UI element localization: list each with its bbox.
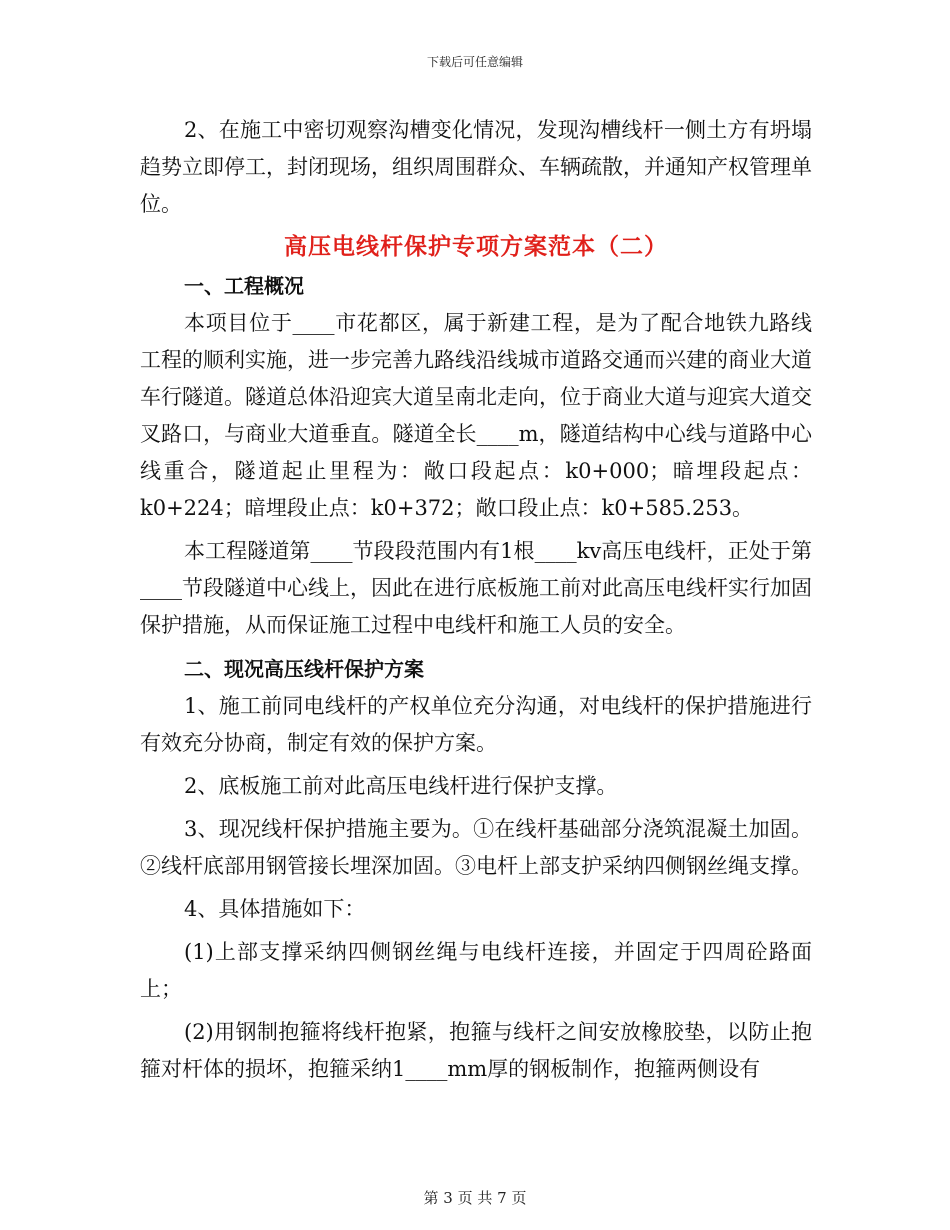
section2-item-3: 3、现况线杆保护措施主要为。①在线杆基础部分浇筑混凝土加固。②线杆底部用钢管接长埋深加固。③电杆上部支护采纳四侧钢丝绳支撑。	[140, 817, 812, 878]
section1-paragraph-1: 本项目位于____市花都区，属于新建工程，是为了配合地铁九路线工程的顺利实施，进一步完善九路线沿线城市道路交通而兴建的商业大道车行隧道。隧道总体沿迎宾大道呈南北走向，位于商业大道与迎宾大道交叉路口，与商业大道垂直。隧道全长____m，隧道结构中心线与道路中心线重合，隧道起止里程为：敞口段起点：k0+000；暗埋段起点：k0+224；暗埋段止点：k0+372；敞口段止点：k0+585.253。	[140, 311, 812, 520]
page-footer: 第 3 页 共 7 页	[423, 1189, 527, 1207]
intro-paragraph: 2、在施工中密切观察沟槽变化情况，发现沟槽线杆一侧土方有坍塌趋势立即停工，封闭现场，组织周围群众、车辆疏散，并通知产权管理单位。	[140, 118, 812, 216]
document-body	[140, 112, 812, 1088]
section2-item-2: 2、底板施工前对此高压电线杆进行保护支撑。	[184, 774, 618, 798]
section2-item-1: 1、施工前同电线杆的产权单位充分沟通，对电线杆的保护措施进行有效充分协商，制定有效的保护方案。	[140, 694, 812, 755]
section2-item-4: 4、具体措施如下：	[184, 897, 366, 921]
document-title: 高压电线杆保护专项方案范本（二）	[284, 234, 668, 260]
section2-subitem-2: (2)用钢制抱箍将线杆抱紧，抱箍与线杆之间安放橡胶垫，以防止抱箍对杆体的损坏，抱箍采纳1____mm厚的钢板制作，抱箍两侧设有	[140, 1020, 812, 1081]
section2-subitem-1: (1)上部支撑采纳四侧钢丝绳与电线杆连接，并固定于四周砼路面上；	[140, 940, 812, 1001]
section1-paragraph-2: 本工程隧道第____节段段范围内有1根____kv高压电线杆，正处于第____节段隧道中心线上，因此在进行底板施工前对此高压电线杆实行加固保护措施，从而保证施工过程中电线杆和施工人员的安全。	[140, 539, 812, 637]
section1-heading: 一、工程概况	[184, 274, 304, 298]
page-header: 下载后可任意编辑	[426, 55, 523, 69]
section2-heading: 二、现况高压线杆保护方案	[184, 657, 424, 681]
